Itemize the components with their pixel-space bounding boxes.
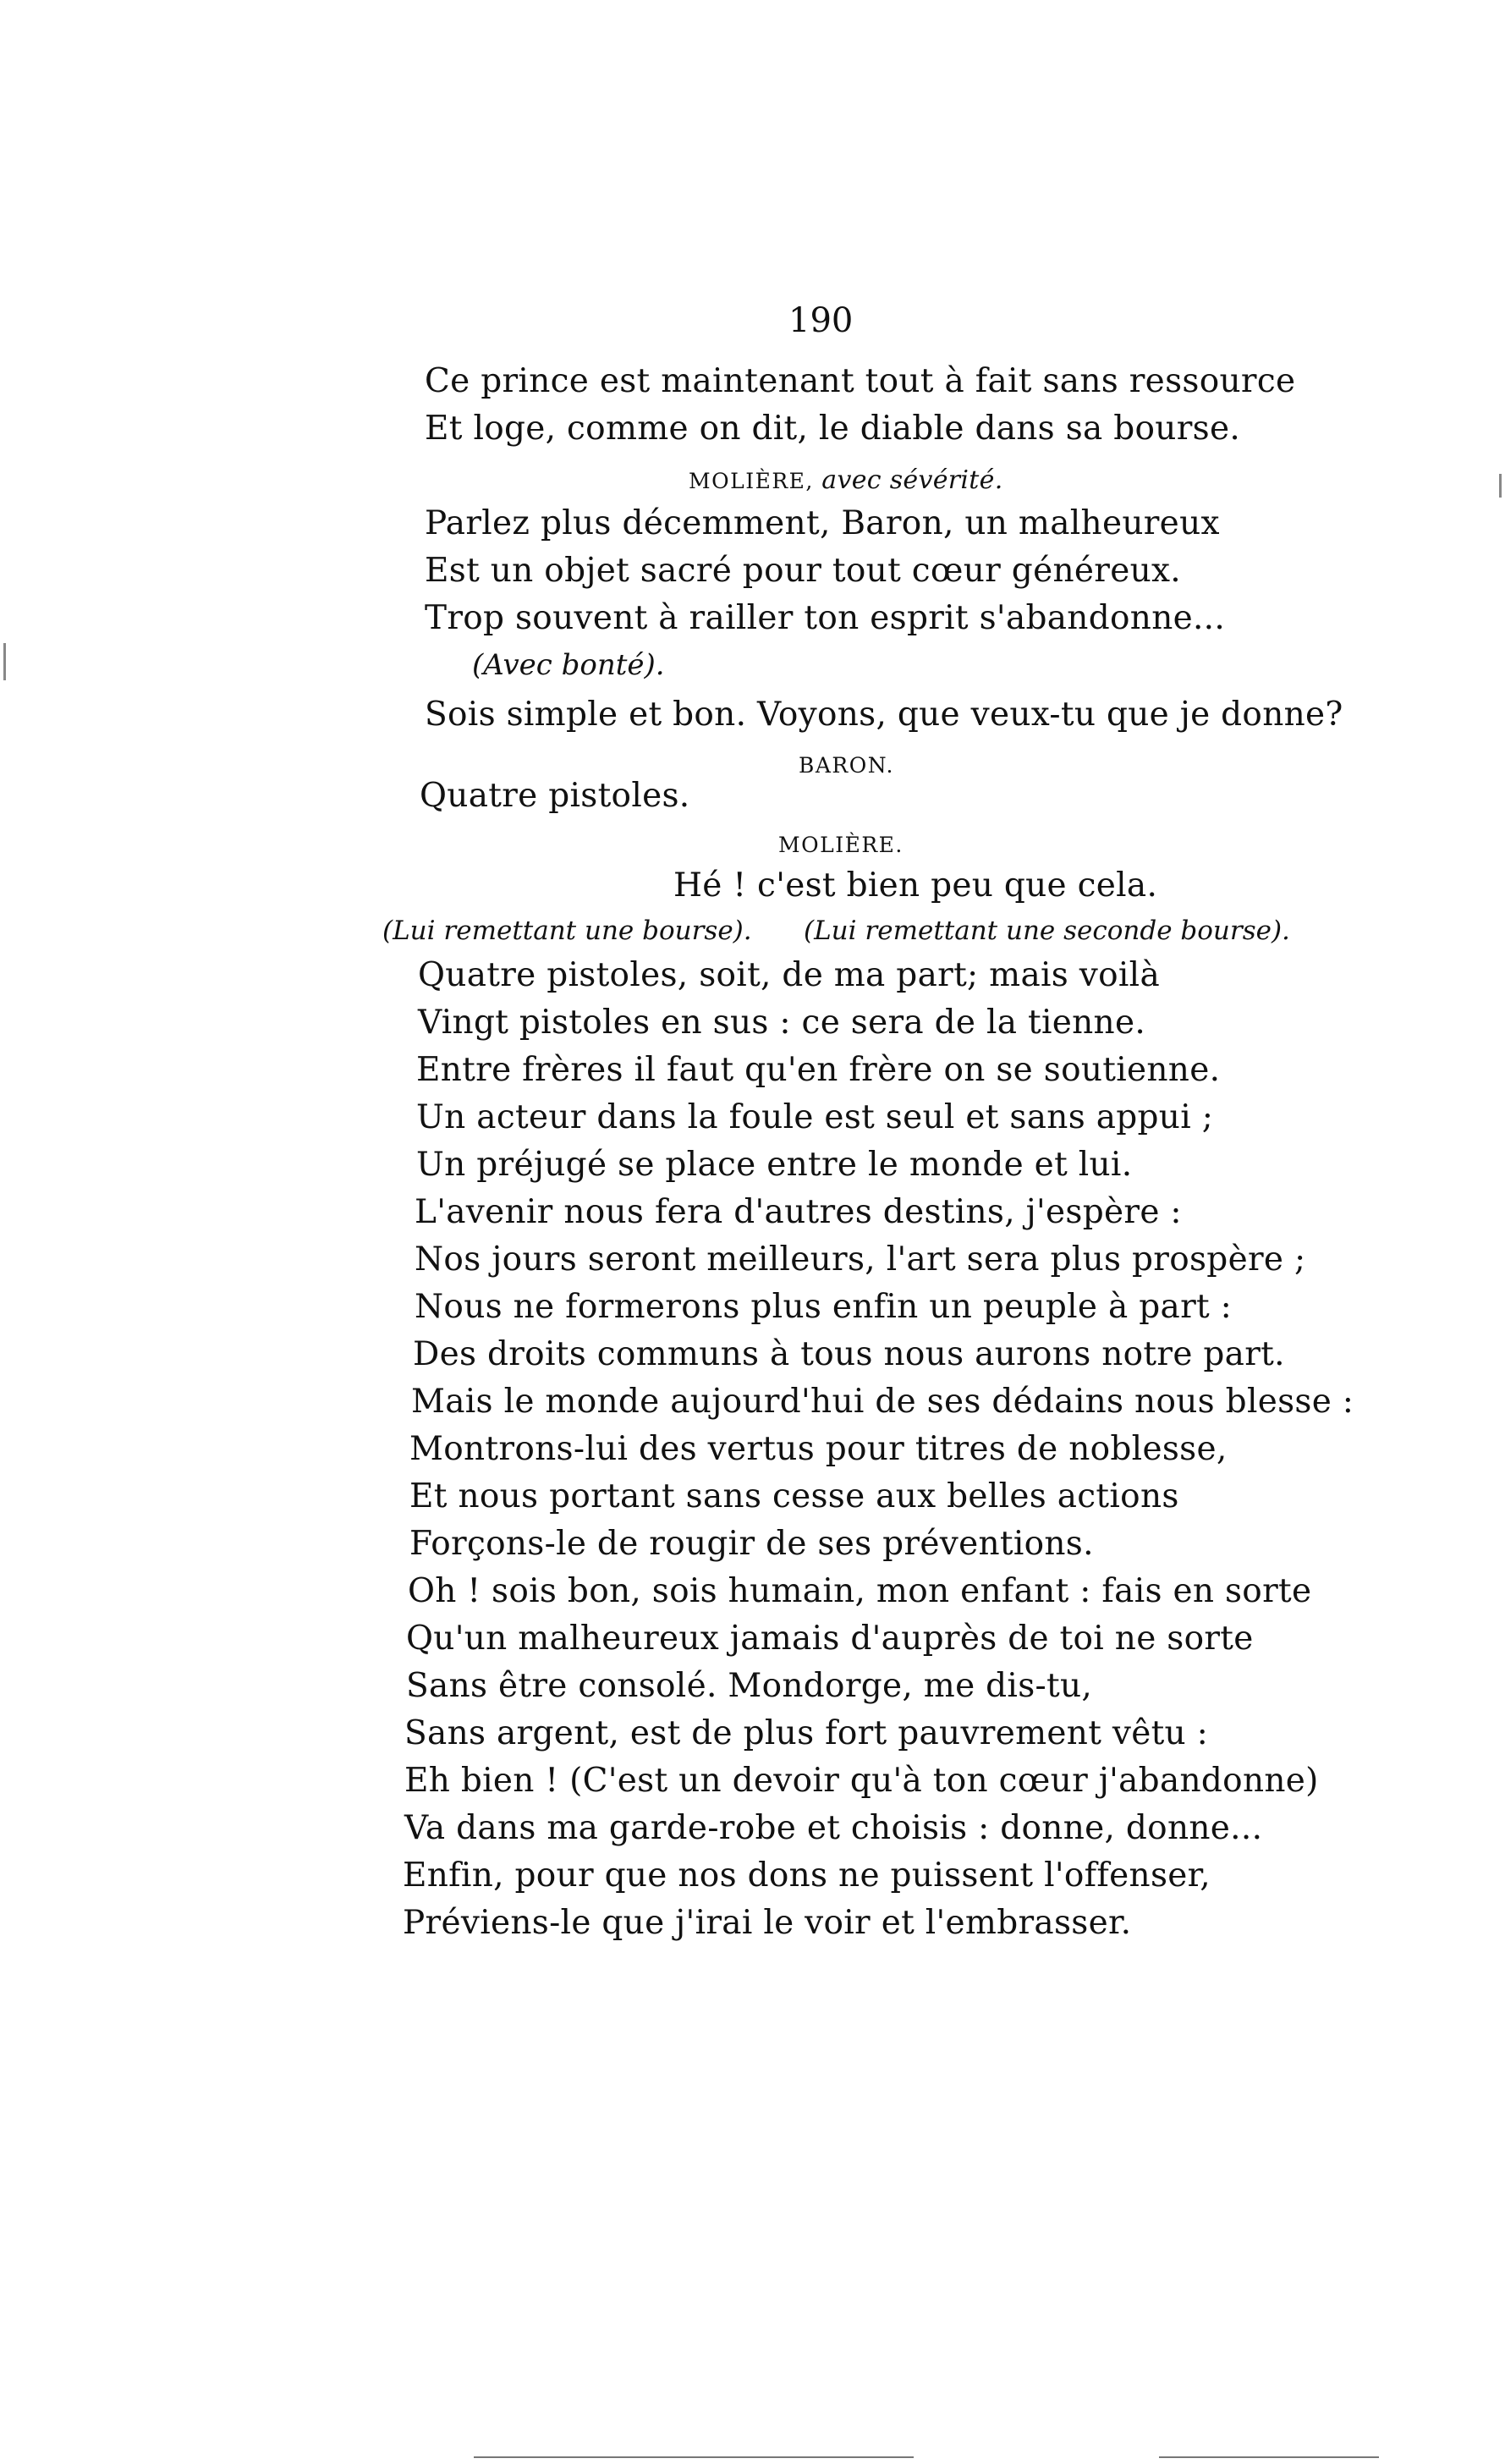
verse-line: Sans argent, est de plus fort pauvrement vêtu :: [404, 1714, 1209, 1752]
verse-line: Mais le monde aujourd'hui de ses dédains nous blesse :: [411, 1383, 1354, 1421]
bottom-rule: [1159, 2456, 1379, 2458]
verse-line: Ce prince est maintenant tout à fait sans ressource: [425, 362, 1296, 400]
speaker-moliere: MOLIÈRE.: [778, 833, 904, 857]
verse-line: Des droits communs à tous nous aurons notre part.: [413, 1335, 1285, 1373]
scan-mark: [1499, 474, 1502, 498]
verse-line: Trop souvent à railler ton esprit s'abandonne...: [425, 599, 1226, 637]
stage-direction: (Avec bonté).: [472, 648, 665, 682]
speaker-name: MOLIÈRE,: [689, 469, 814, 493]
scan-mark: [3, 643, 6, 680]
verse-line: Parlez plus décemment, Baron, un malheureux: [425, 504, 1220, 542]
verse-line: Va dans ma garde-robe et choisis : donne, donne...: [404, 1809, 1263, 1847]
page-number: 190: [788, 301, 854, 340]
verse-line: Montrons-lui des vertus pour titres de noblesse,: [409, 1430, 1228, 1468]
verse-line: Vingt pistoles en sus : ce sera de la tienne.: [418, 1004, 1146, 1042]
stage-direction: (Lui remettant une seconde bourse).: [804, 916, 1290, 946]
verse-line: Entre frères il faut qu'en frère on se soutienne.: [416, 1051, 1221, 1089]
verse-line: Quatre pistoles.: [420, 777, 690, 815]
verse-line: Enfin, pour que nos dons ne puissent l'offenser,: [403, 1856, 1211, 1895]
verse-line: Un acteur dans la foule est seul et sans appui ;: [416, 1098, 1214, 1136]
verse-line: Nos jours seront meilleurs, l'art sera plus prospère ;: [415, 1240, 1306, 1279]
verse-line: Forçons-le de rougir de ses préventions.: [409, 1525, 1094, 1563]
verse-line: Quatre pistoles, soit, de ma part; mais voilà: [418, 956, 1161, 994]
stage-direction: avec sévérité.: [821, 465, 1003, 495]
verse-line: Qu'un malheureux jamais d'auprès de toi ne sorte: [406, 1620, 1254, 1658]
stage-direction: (Lui remettant une bourse).: [382, 916, 752, 946]
verse-line: Sans être consolé. Mondorge, me dis-tu,: [406, 1667, 1093, 1705]
verse-line: Et loge, comme on dit, le diable dans sa bourse.: [425, 410, 1241, 448]
verse-line: Eh bien ! (C'est un devoir qu'à ton cœur j'abandonne): [404, 1762, 1319, 1800]
verse-line: Préviens-le que j'irai le voir et l'embrasser.: [403, 1904, 1132, 1942]
verse-line: Nous ne formerons plus enfin un peuple à part :: [415, 1288, 1233, 1326]
verse-line: Hé ! c'est bien peu que cela.: [673, 866, 1158, 905]
bottom-rule: [474, 2456, 914, 2458]
verse-line: L'avenir nous fera d'autres destins, j'espère :: [415, 1193, 1182, 1231]
speaker-moliere-severity: [689, 465, 1003, 495]
verse-line: Et nous portant sans cesse aux belles actions: [409, 1477, 1179, 1515]
speaker-baron: BARON.: [799, 753, 894, 778]
verse-line: Est un objet sacré pour tout cœur généreux.: [425, 552, 1181, 590]
verse-line: Sois simple et bon. Voyons, que veux-tu que je donne?: [425, 696, 1343, 734]
verse-line: Oh ! sois bon, sois humain, mon enfant : fais en sorte: [408, 1572, 1312, 1610]
verse-line: Un préjugé se place entre le monde et lui.: [416, 1146, 1133, 1184]
